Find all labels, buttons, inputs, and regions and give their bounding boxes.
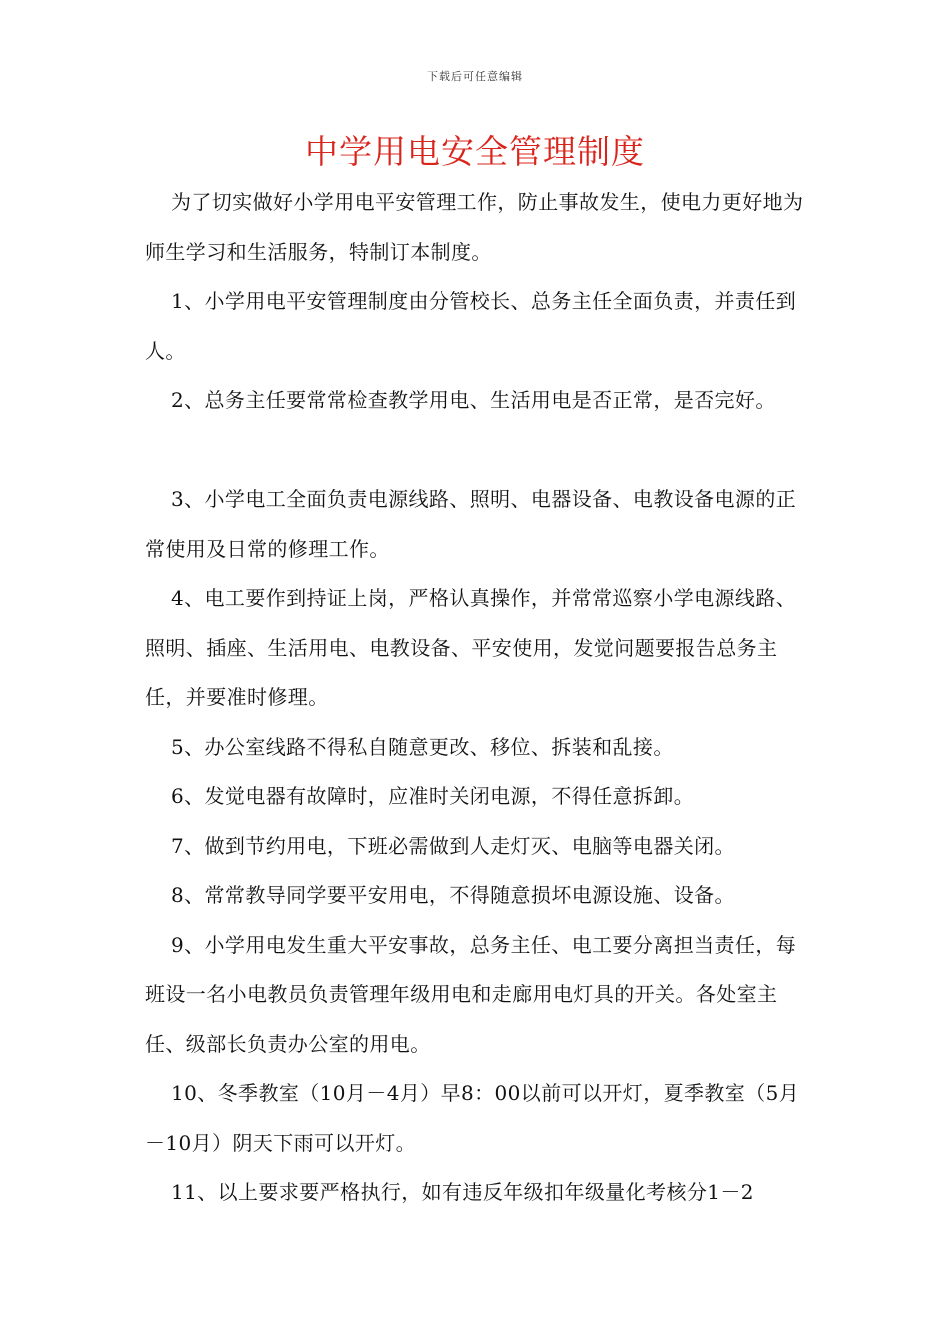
intro-paragraph: 为了切实做好小学用电平安管理工作，防止事故发生，使电力更好地为师生学习和生活服务，特制订本制度。 <box>145 190 804 264</box>
rule-item-5: 5、办公室线路不得私自随意更改、移位、拆装和乱接。 <box>171 734 674 759</box>
rule-item-10: 10、冬季教室（10月－4月）早8：00以前可以开灯，夏季教室（5月－10月）阴天下雨可以开灯。 <box>145 1081 800 1155</box>
rule-item-8: 8、常常教导同学要平安用电，不得随意损坏电源设施、设备。 <box>171 883 735 907</box>
rule-item-1: 1、小学用电平安管理制度由分管校长、总务主任全面负责，并责任到人。 <box>145 289 797 363</box>
rule-item-11: 11、以上要求要严格执行，如有违反年级扣年级量化考核分1－2 <box>171 1180 754 1204</box>
document-body <box>145 178 815 1218</box>
rule-item-6: 6、发觉电器有故障时，应准时关闭电源，不得任意拆卸。 <box>171 784 695 808</box>
rule-item-3: 3、小学电工全面负责电源线路、照明、电器设备、电教设备电源的正常使用及日常的修理工作。 <box>145 487 797 561</box>
header-note: 下载后可任意编辑 <box>427 70 523 83</box>
rule-item-7: 7、做到节约用电，下班必需做到人走灯灭、电脑等电器关闭。 <box>171 833 735 858</box>
rule-item-9: 9、小学用电发生重大平安事故，总务主任、电工要分离担当责任，每班设一名小电教员负责管理年级用电和走廊用电灯具的开关。各处室主任、级部长负责办公室的用电。 <box>145 932 797 1056</box>
document-title: 中学用电安全管理制度 <box>305 132 645 171</box>
rule-item-2: 2、总务主任要常常检查教学用电、生活用电是否正常，是否完好。 <box>171 388 776 412</box>
rule-item-4: 4、电工要作到持证上岗，严格认真操作，并常常巡察小学电源线路、照明、插座、生活用电、电教设备、平安使用，发觉问题要报告总务主任，并要准时修理。 <box>145 586 797 709</box>
